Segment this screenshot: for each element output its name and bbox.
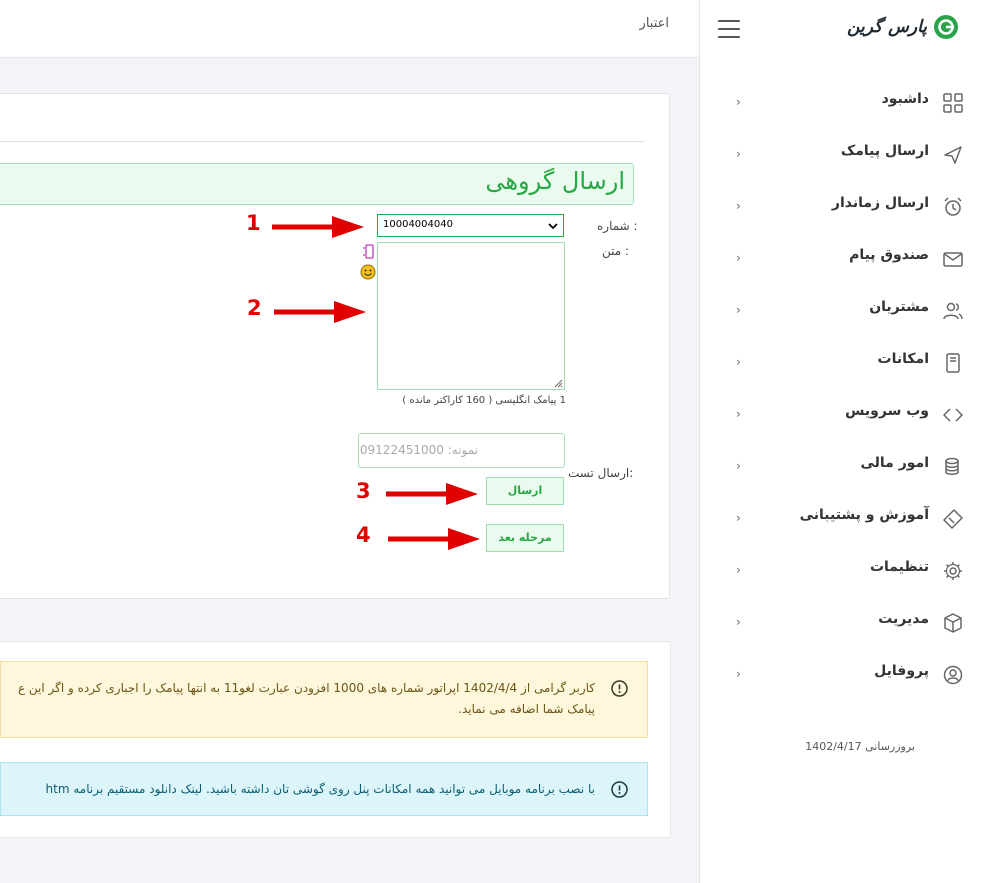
chevron-left-icon: ‹ — [736, 459, 741, 473]
sidebar-item-label: مشتریان — [869, 299, 929, 315]
red-arrow-icon — [270, 214, 366, 240]
number-select[interactable] — [377, 214, 564, 237]
info-circle-icon — [611, 781, 628, 798]
red-arrow-icon — [272, 299, 368, 325]
annotation-number-1: 1 — [246, 211, 261, 235]
sidebar-item-label: صندوق پیام — [849, 247, 929, 263]
coins-icon — [943, 457, 963, 477]
test-label: ارسال تست: — [568, 466, 634, 480]
envelope-icon — [943, 249, 963, 269]
sidebar-item-send-sms[interactable] — [700, 129, 984, 181]
sidebar-item-scheduled[interactable] — [700, 181, 984, 233]
chevron-left-icon: ‹ — [736, 355, 741, 369]
number-label: شماره : — [597, 219, 638, 233]
annotation-number-2: 2 — [247, 296, 262, 320]
alarm-clock-icon — [943, 197, 963, 217]
message-textarea[interactable] — [377, 242, 565, 390]
users-icon — [943, 301, 963, 321]
send-test-button[interactable]: ارسال — [486, 477, 564, 505]
sidebar-item-label: ارسال زماندار — [831, 195, 929, 211]
sidebar-item-label: تنظیمات — [869, 559, 929, 575]
test-number-input[interactable] — [358, 433, 565, 468]
breadcrumb[interactable]: اعتبار — [639, 16, 669, 31]
warning-alert — [0, 661, 648, 738]
brand-name: پارس گرین — [847, 17, 927, 37]
red-arrow-icon — [384, 481, 480, 507]
chevron-left-icon: ‹ — [736, 147, 741, 161]
chevron-left-icon: ‹ — [736, 303, 741, 317]
sidebar-item-label: ارسال پیامک — [840, 143, 929, 159]
sidebar-item-support[interactable] — [700, 493, 984, 545]
chevron-down-icon — [547, 219, 559, 233]
box-icon — [943, 613, 963, 633]
chevron-left-icon: ‹ — [736, 615, 741, 629]
page-title: ارسال گروهی — [485, 167, 625, 195]
sidebar-item-dashboard[interactable] — [700, 77, 984, 129]
sidebar-item-management[interactable] — [700, 597, 984, 649]
document-icon — [943, 353, 963, 373]
chevron-left-icon: ‹ — [736, 563, 741, 577]
info-text-line-1: با نصب برنامه موبایل می توانید همه امکانات پنل روی گوشی تان داشته باشید. لینک دانلود مستقیم برنامه htm — [45, 782, 595, 796]
last-update-text: بروزرسانی 1402/4/17 — [805, 740, 915, 753]
next-step-button[interactable]: مرحله بعد — [486, 524, 564, 552]
emoji-icon[interactable] — [360, 264, 376, 280]
sidebar-item-label: پروفایل — [874, 663, 929, 679]
sidebar-item-profile[interactable] — [700, 649, 984, 701]
brand-logo[interactable] — [847, 14, 959, 40]
page-title-box — [0, 163, 634, 205]
card-divider — [0, 141, 645, 142]
resize-handle-icon[interactable] — [551, 376, 563, 388]
logo-icon — [933, 14, 959, 40]
sidebar-item-features[interactable] — [700, 337, 984, 389]
send-icon — [943, 145, 963, 165]
mobile-icon[interactable] — [362, 244, 376, 260]
sidebar-item-label: آموزش و پشتیبانی — [799, 507, 929, 523]
chevron-left-icon: ‹ — [736, 511, 741, 525]
info-circle-icon — [611, 680, 628, 697]
sidebar-item-label: امور مالی — [860, 455, 929, 471]
sidebar-item-label: داشبود — [881, 91, 929, 107]
text-label: متن : — [602, 244, 630, 258]
annotation-number-3: 3 — [356, 479, 371, 503]
dashboard-icon — [943, 93, 963, 113]
warning-text-line-1: کاربر گرامی از 1402/4/4 اپراتور شماره های 1000 افزودن عبارت لغو11 به انتها پیامک را اجباری کرده و اگر این ع — [17, 681, 595, 695]
send-form-card — [0, 93, 670, 599]
sidebar — [699, 0, 984, 883]
sidebar-item-inbox[interactable] — [700, 233, 984, 285]
test-number-placeholder: نمونه: 09122451000 — [359, 443, 478, 457]
sidebar-item-customers[interactable] — [700, 285, 984, 337]
chevron-left-icon: ‹ — [736, 95, 741, 109]
sidebar-menu — [700, 77, 984, 701]
code-icon — [943, 405, 963, 425]
sidebar-item-finance[interactable] — [700, 441, 984, 493]
chevron-left-icon: ‹ — [736, 407, 741, 421]
character-counter: 1 پیامک انگلیسی ( 160 کاراکتر مانده ) — [402, 395, 566, 406]
number-select-value: 10004004040 — [383, 219, 453, 230]
hamburger-menu-icon[interactable] — [718, 20, 740, 38]
red-arrow-icon — [386, 526, 482, 552]
tag-icon — [943, 509, 963, 529]
sidebar-item-label: امکانات — [877, 351, 929, 367]
warning-text-line-2: پیامک شما اضافه می نماید. — [458, 702, 595, 716]
sidebar-item-label: وب سرویس — [845, 403, 929, 419]
chevron-left-icon: ‹ — [736, 199, 741, 213]
sidebar-item-label: مدیریت — [878, 611, 929, 627]
sidebar-item-settings[interactable] — [700, 545, 984, 597]
sidebar-item-web-service[interactable] — [700, 389, 984, 441]
gear-icon — [943, 561, 963, 581]
annotation-number-4: 4 — [356, 523, 371, 547]
chevron-left-icon: ‹ — [736, 667, 741, 681]
user-circle-icon — [943, 665, 963, 685]
info-alert — [0, 762, 648, 816]
top-bar — [0, 0, 699, 58]
chevron-left-icon: ‹ — [736, 251, 741, 265]
